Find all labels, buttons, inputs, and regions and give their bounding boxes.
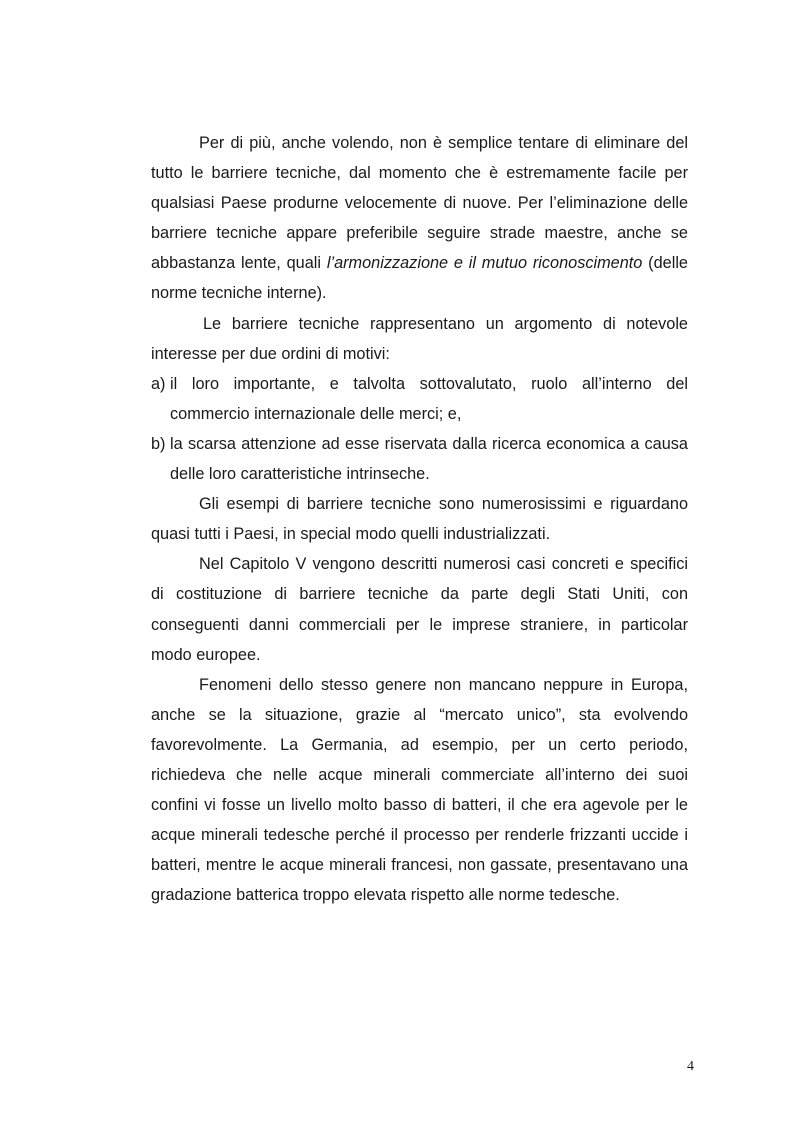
paragraph-5: Fenomeni dello stesso genere non mancano neppure in Europa, anche se la situazione, grazie al “mercato unico”, sta evolvendo favorevolmente. La Germania, ad esempio, per un certo periodo, richiedeva che nelle acque minerali commerciate all’interno dei suoi confini vi fosse un livello molto basso di batteri, il che era agevole per le acque minerali tedesche perché il processo per renderle frizzanti uccide i batteri, mentre le acque minerali francesi, non gassate, presentavano una gradazione batterica troppo elevata rispetto alle norme tedesche. bbox=[151, 675, 688, 905]
paragraph-1 bbox=[151, 128, 688, 309]
page-number: 4 bbox=[687, 1059, 694, 1074]
paragraph-3: Gli esempi di barriere tecniche sono numerosissimi e riguardano quasi tutti i Paesi, in special modo quelli industrializzati. bbox=[151, 495, 688, 544]
list-item-b-text: la scarsa attenzione ad esse riservata dalla ricerca economica a causa delle loro caratteristiche intrinseche. bbox=[170, 434, 688, 484]
list-item-a-text: il loro importante, e talvolta sottovalutato, ruolo all’interno del commercio internazionale delle merci; e, bbox=[170, 374, 688, 423]
paragraph-1-italic-text: l’armonizzazione e il mutuo riconoscimento bbox=[326, 254, 643, 273]
paragraph-1-text-start: Per di più, anche volendo, non è semplice tentare di eliminare del tutto le barriere tecniche, dal momento che è estremamente facile per qualsiasi Paese produrne velocemente di nuove. Per l’eliminazione delle barriere tecniche appare preferibile seguire strade maestre, anche se abbastanza lente, quali bbox=[151, 134, 688, 273]
list-marker-b: b) bbox=[151, 434, 166, 453]
list-item-b bbox=[151, 429, 688, 489]
paragraph-4: Nel Capitolo V vengono descritti numerosi casi concreti e specifici di costituzione di barriere tecniche da parte degli Stati Uniti, con conseguenti danni commerciali per le imprese straniere, in particolar modo europee. bbox=[151, 555, 688, 664]
list-marker-a: a) bbox=[151, 374, 166, 393]
list-item-a bbox=[151, 369, 688, 429]
paragraph-2: Le barriere tecniche rappresentano un argomento di notevole interesse per due ordini di motivi: bbox=[151, 314, 688, 363]
paragraph-1-text-end: (delle norme tecniche interne). bbox=[151, 254, 688, 303]
body-text bbox=[151, 128, 688, 910]
